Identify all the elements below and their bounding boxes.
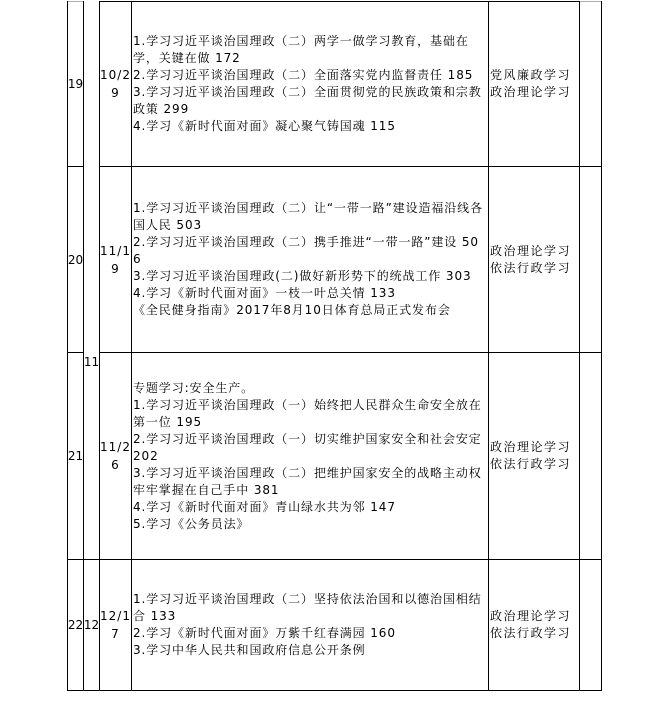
- bottom-border: [67, 690, 602, 691]
- row-number: 21: [67, 449, 84, 463]
- date-line1: 10/2: [100, 68, 131, 82]
- row-20-content: [132, 167, 488, 352]
- row-20-category: [489, 167, 579, 352]
- content-item: 3.学习习近平谈治国理政（二）全面贯彻党的民族政策和宗教政策 299: [133, 85, 482, 116]
- date-line2: 6: [111, 458, 120, 472]
- content-item: 3.学习习近平谈治国理政（二）把维护国家安全的战略主动权牢牢掌握在自己手中 381: [133, 465, 482, 497]
- content-item: 3.学习中华人民共和国政府信息公开条例: [133, 643, 366, 657]
- row-20-note: [580, 167, 601, 352]
- content-item: 1.学习习近平谈治国理政（二）让“一带一路”建设造福沿线各国人民 503: [133, 201, 483, 232]
- month-label: 11: [83, 355, 100, 369]
- row-22-month: [84, 560, 99, 690]
- content-item: 5.学习《公务员法》: [133, 516, 250, 531]
- row-number: 19: [67, 77, 84, 91]
- content-item: 2.学习习近平谈治国理政（二）全面落实党内监督责任 185: [133, 68, 474, 82]
- row-22-category: [489, 560, 579, 690]
- month-label: 12: [83, 618, 100, 632]
- content-item: 1.学习习近平谈治国理政（一）始终把人民群众生命安全放在第一位 195: [133, 397, 482, 429]
- row-number: 20: [67, 252, 84, 267]
- row-20-no: [68, 167, 83, 352]
- row-21-date: [100, 353, 131, 559]
- category-line2: 依法行政学习: [490, 457, 572, 471]
- content-item: 1.学习习近平谈治国理政（二）坚持依法治国和以德治国相结合 133: [133, 592, 482, 623]
- category-line1: 党风廉政学习: [490, 68, 572, 82]
- row-19-date: [100, 2, 131, 166]
- row-19-note: [580, 2, 601, 166]
- row-19-no: [68, 2, 83, 166]
- category-line1: 政治理论学习: [490, 243, 572, 258]
- row-19-content: [132, 2, 488, 166]
- category-line2: 依法行政学习: [490, 260, 572, 275]
- topic-heading: 专题学习:安全生产。: [133, 380, 255, 395]
- row-21-category: [489, 353, 579, 559]
- date-line2: 7: [111, 627, 120, 641]
- row-22-date: [100, 560, 131, 690]
- date-line2: 9: [111, 261, 120, 276]
- content-item: 2.学习习近平谈治国理政（一）切实维护国家安全和社会安定 202: [133, 431, 482, 463]
- row-21-note: [580, 353, 601, 559]
- row-22-content: [132, 560, 488, 690]
- category-line2: 政治理论学习: [490, 85, 572, 99]
- date-line1: 11/1: [100, 243, 131, 258]
- row-20-date: [100, 167, 131, 352]
- row-21-content: [132, 353, 488, 559]
- content-item: 2.学习习近平谈治国理政（二）携手推进“一带一路”建设 506: [133, 235, 479, 266]
- content-item: 4.学习《新时代面对面》一枝一叶总关情 133: [133, 286, 396, 300]
- vline-right: [601, 1, 602, 691]
- category-line1: 政治理论学习: [490, 609, 572, 623]
- category-line1: 政治理论学习: [490, 440, 572, 454]
- row-22-note: [580, 560, 601, 690]
- content-item: 4.学习《新时代面对面》凝心聚气铸国魂 115: [133, 119, 396, 133]
- row-22-no: [68, 560, 83, 690]
- month-cell-merged: [84, 355, 99, 375]
- content-item: 《全民健身指南》2017年8月10日体育总局正式发布会: [133, 303, 451, 317]
- row-number: 22: [67, 618, 84, 632]
- date-line1: 11/2: [100, 440, 131, 454]
- date-line2: 9: [111, 86, 120, 100]
- date-line1: 12/1: [100, 609, 131, 623]
- row-19-category: [489, 2, 579, 166]
- category-line2: 依法行政学习: [490, 626, 572, 640]
- content-item: 1.学习习近平谈治国理政（二）两学一做学习教育，基础在学，关键在做 172: [133, 34, 469, 65]
- content-item: 2.学习《新时代面对面》万紫千红春满园 160: [133, 626, 396, 640]
- content-item: 3.学习习近平谈治国理政(二)做好新形势下的统战工作 303: [133, 269, 472, 283]
- row-21-no: [68, 353, 83, 559]
- content-item: 4.学习《新时代面对面》青山绿水共为邻 147: [133, 499, 396, 514]
